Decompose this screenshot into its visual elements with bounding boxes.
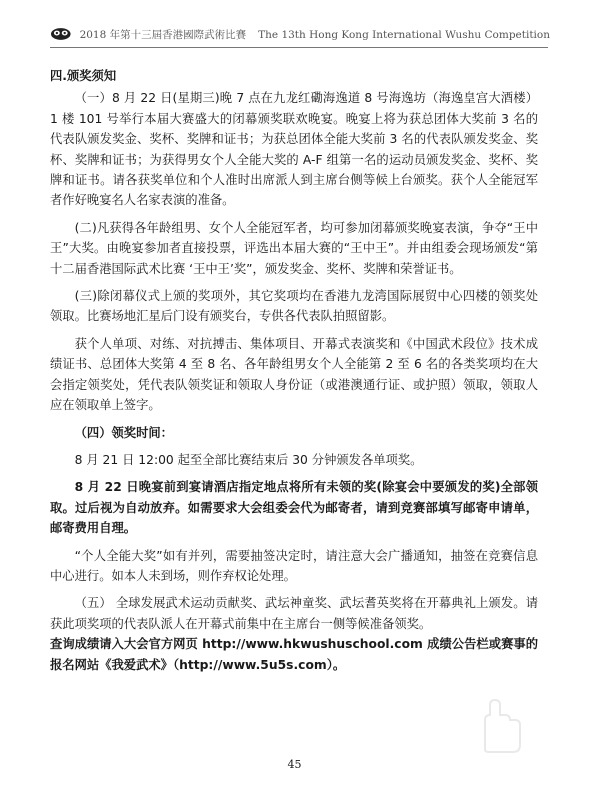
header-title	[80, 27, 550, 42]
header-title-en: The 13th Hong Kong International Wushu Competition	[258, 28, 550, 41]
page-header	[50, 22, 550, 46]
paragraph-award-banquet: （一）8 月 22 日(星期三)晚 7 点在九龙红磡海逸道 8 号海逸坊（海逸皇宫大酒楼）1 楼 101 号举行本届大赛盛大的闭幕颁奖联欢晚宴。晚宴上将为获总团体大奖前 3 名的代表队颁发奖金、奖杯、奖牌和证书；为获总团体全能大奖前 3 名的代表队颁发奖金、奖杯、奖牌和证书；为获得男女个人全能大奖的 A-F 组第一名的运动员颁发奖金、奖杯、奖牌和证书。请各获奖单位和个人准时出席派人到主席台侧等候上台颁奖。获个人全能冠军者作好晚宴名人名家表演的准备。	[50, 91, 538, 208]
section-heading: 四.颁奖须知	[50, 69, 117, 83]
paragraph-king-of-kings: (二)凡获得各年龄组男、女个人全能冠军者，均可参加闭幕颁奖晚宴表演，争夺“王中王”大奖。由晚宴参加者直接投票，评选出本届大赛的“王中王”。并由组委会现场颁发“第十二届香港国际武术比赛 ‘王中王’奖”，颁发奖金、奖杯、奖牌和荣誉证书。	[50, 220, 538, 276]
paragraph-global-awards: （五） 全球发展武术运动贡献奖、武坛神童奖、武坛耆英奖将在开幕典礼上颁发。请获此项奖项的代表队派人在开幕式前集中在主席台一侧等候准备领奖。	[50, 596, 538, 631]
paragraph-award-collection: 获个人单项、对练、对抗搏击、集体项目、开幕式表演奖和《中国武术段位》技术成绩证书、总团体大奖第 4 至 8 名、各年龄组男女个人全能第 2 至 6 名的各类奖项均在大会指定领奖处，凭代表队领奖证和领取人身份证（或港澳通行证、或护照）领取，领取人应在领取单上签字。	[50, 336, 538, 413]
paragraph-collection-time-label: （四）领奖时间：	[74, 425, 173, 440]
paragraph-collection-time: 8 月 21 日 12:00 起至全部比赛结束后 30 分钟颁发各单项奖。	[74, 452, 423, 467]
header-divider	[50, 47, 548, 48]
paragraph-tie-draw: “个人全能大奖”如有并列，需要抽签决定时，请注意大会广播通知，抽签在竞赛信息中心进行。如本人未到场，则作弃权论处理。	[50, 548, 538, 583]
competition-logo-icon	[50, 27, 72, 41]
document-body	[50, 66, 538, 675]
page-number: 45	[287, 758, 302, 771]
header-title-cn: 2018 年第十三屆香港國際武術比賽	[79, 28, 247, 41]
paragraph-collection-deadline: 8 月 22 日晚宴前到宴请酒店指定地点将所有未领的奖(除宴会中要颁发的奖)全部领取。过后视为自动放弃。如需要求大会组委会代为邮寄者，请到竞赛部填写邮寄申请单，邮寄费用自理。	[50, 480, 538, 536]
paragraph-results-query: 查询成绩请入大会官方网页 http://www.hkwushuschool.com 成绩公告栏或赛事的报名网站《我爱武术》（http://www.5u5s.com）。	[50, 637, 538, 672]
paragraph-other-awards: (三)除闭幕仪式上颁的奖项外，其它奖项均在香港九龙湾国际展贸中心四楼的领奖处领取。比赛场地汇星后门设有颁奖台，专供各代表队拍照留影。	[50, 289, 538, 324]
watermark-hand-icon	[465, 690, 535, 760]
